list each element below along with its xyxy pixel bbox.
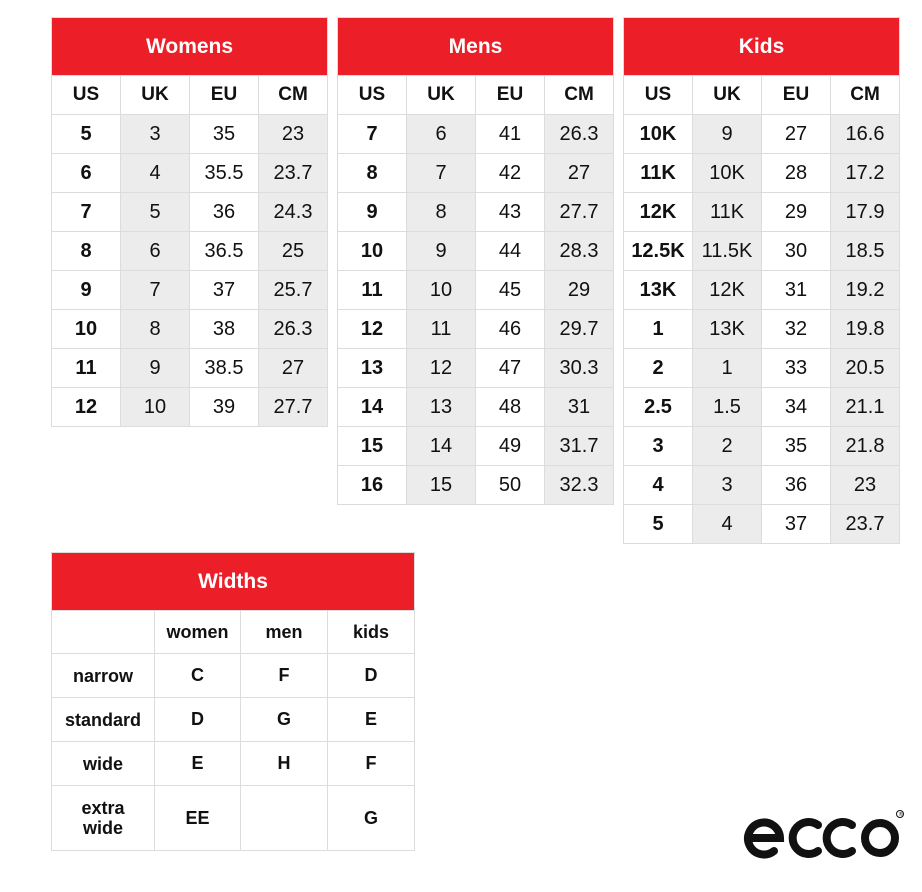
width-cell: H [241, 742, 328, 786]
widths-table [51, 552, 415, 851]
widths-title: Widths [52, 553, 415, 611]
table-row [52, 115, 328, 154]
womens-cell-eu: 38.5 [190, 349, 259, 388]
mens-rows [338, 115, 614, 505]
table-row [52, 349, 328, 388]
mens-cell-us: 15 [338, 427, 407, 466]
womens-cell-us: 12 [52, 388, 121, 427]
width-cell: D [155, 698, 241, 742]
mens-cell-cm: 30.3 [545, 349, 614, 388]
kids-cell-us: 12K [624, 193, 693, 232]
width-cell: D [328, 654, 415, 698]
mens-cell-eu: 44 [476, 232, 545, 271]
womens-cell-eu: 35.5 [190, 154, 259, 193]
mens-cell-eu: 49 [476, 427, 545, 466]
womens-col-uk: UK [121, 76, 190, 115]
kids-cell-us: 11K [624, 154, 693, 193]
womens-cell-uk: 6 [121, 232, 190, 271]
mens-cell-cm: 27 [545, 154, 614, 193]
widths-rows [52, 654, 415, 851]
mens-cell-eu: 47 [476, 349, 545, 388]
womens-cell-uk: 5 [121, 193, 190, 232]
table-row [52, 654, 415, 698]
womens-cell-us: 10 [52, 310, 121, 349]
table-row [52, 154, 328, 193]
kids-cell-cm: 21.8 [831, 427, 900, 466]
mens-cell-us: 16 [338, 466, 407, 505]
width-cell: G [241, 698, 328, 742]
table-row [624, 427, 900, 466]
width-cell: E [155, 742, 241, 786]
kids-cell-uk: 9 [693, 115, 762, 154]
kids-cell-us: 4 [624, 466, 693, 505]
mens-cell-us: 8 [338, 154, 407, 193]
kids-column-headers [624, 76, 900, 115]
mens-cell-eu: 45 [476, 271, 545, 310]
mens-cell-uk: 10 [407, 271, 476, 310]
table-row [338, 193, 614, 232]
table-row [624, 232, 900, 271]
mens-cell-eu: 50 [476, 466, 545, 505]
table-row [52, 742, 415, 786]
width-cell: F [328, 742, 415, 786]
table-row [624, 466, 900, 505]
table-row [338, 310, 614, 349]
mens-cell-cm: 28.3 [545, 232, 614, 271]
kids-cell-eu: 32 [762, 310, 831, 349]
table-row [338, 466, 614, 505]
mens-cell-us: 7 [338, 115, 407, 154]
kids-cell-us: 10K [624, 115, 693, 154]
womens-col-cm: CM [259, 76, 328, 115]
table-row [338, 427, 614, 466]
widths-col-0 [52, 611, 155, 654]
womens-cell-us: 6 [52, 154, 121, 193]
womens-cell-cm: 27.7 [259, 388, 328, 427]
mens-cell-us: 11 [338, 271, 407, 310]
kids-col-us: US [624, 76, 693, 115]
table-row [52, 786, 415, 851]
kids-cell-uk: 4 [693, 505, 762, 544]
mens-col-us: US [338, 76, 407, 115]
table-row [624, 505, 900, 544]
widths-col-3: kids [328, 611, 415, 654]
womens-cell-uk: 10 [121, 388, 190, 427]
womens-cell-uk: 9 [121, 349, 190, 388]
mens-col-cm: CM [545, 76, 614, 115]
kids-cell-cm: 16.6 [831, 115, 900, 154]
mens-cell-cm: 29.7 [545, 310, 614, 349]
mens-cell-eu: 46 [476, 310, 545, 349]
table-row [338, 271, 614, 310]
mens-cell-eu: 42 [476, 154, 545, 193]
kids-cell-us: 5 [624, 505, 693, 544]
widths-col-2: men [241, 611, 328, 654]
mens-cell-us: 9 [338, 193, 407, 232]
kids-cell-eu: 28 [762, 154, 831, 193]
ecco-logo-mark [740, 806, 905, 866]
kids-cell-eu: 37 [762, 505, 831, 544]
mens-cell-eu: 48 [476, 388, 545, 427]
table-row [624, 310, 900, 349]
kids-cell-eu: 35 [762, 427, 831, 466]
table-row [624, 349, 900, 388]
table-row [624, 115, 900, 154]
kids-col-uk: UK [693, 76, 762, 115]
table-row [52, 232, 328, 271]
mens-cell-uk: 7 [407, 154, 476, 193]
kids-cell-uk: 1.5 [693, 388, 762, 427]
table-row [624, 271, 900, 310]
womens-cell-cm: 25 [259, 232, 328, 271]
mens-cell-uk: 12 [407, 349, 476, 388]
womens-cell-us: 5 [52, 115, 121, 154]
width-label: standard [52, 698, 155, 742]
womens-cell-eu: 38 [190, 310, 259, 349]
kids-cell-eu: 31 [762, 271, 831, 310]
mens-size-table [337, 17, 614, 505]
womens-cell-cm: 27 [259, 349, 328, 388]
womens-title: Womens [52, 18, 328, 76]
width-label: wide [52, 742, 155, 786]
mens-cell-cm: 26.3 [545, 115, 614, 154]
kids-cell-us: 13K [624, 271, 693, 310]
womens-rows [52, 115, 328, 427]
kids-cell-cm: 23 [831, 466, 900, 505]
womens-cell-eu: 36.5 [190, 232, 259, 271]
womens-cell-eu: 36 [190, 193, 259, 232]
widths-column-headers [52, 611, 415, 654]
womens-cell-us: 11 [52, 349, 121, 388]
womens-cell-us: 9 [52, 271, 121, 310]
kids-cell-cm: 20.5 [831, 349, 900, 388]
womens-cell-cm: 24.3 [259, 193, 328, 232]
kids-col-eu: EU [762, 76, 831, 115]
kids-cell-uk: 10K [693, 154, 762, 193]
mens-cell-eu: 43 [476, 193, 545, 232]
mens-column-headers [338, 76, 614, 115]
mens-col-eu: EU [476, 76, 545, 115]
mens-cell-uk: 13 [407, 388, 476, 427]
mens-cell-us: 12 [338, 310, 407, 349]
mens-cell-cm: 27.7 [545, 193, 614, 232]
kids-cell-uk: 12K [693, 271, 762, 310]
table-row [624, 154, 900, 193]
mens-cell-eu: 41 [476, 115, 545, 154]
womens-cell-cm: 23.7 [259, 154, 328, 193]
width-label: narrow [52, 654, 155, 698]
mens-cell-us: 14 [338, 388, 407, 427]
kids-cell-eu: 30 [762, 232, 831, 271]
registered-mark: ® [898, 812, 904, 818]
table-row [52, 310, 328, 349]
kids-cell-cm: 19.8 [831, 310, 900, 349]
mens-cell-cm: 31.7 [545, 427, 614, 466]
kids-cell-eu: 29 [762, 193, 831, 232]
womens-cell-uk: 3 [121, 115, 190, 154]
kids-cell-us: 2 [624, 349, 693, 388]
kids-cell-uk: 3 [693, 466, 762, 505]
womens-cell-eu: 37 [190, 271, 259, 310]
kids-cell-uk: 1 [693, 349, 762, 388]
kids-cell-us: 1 [624, 310, 693, 349]
mens-col-uk: UK [407, 76, 476, 115]
width-cell: G [328, 786, 415, 851]
table-row [338, 115, 614, 154]
womens-cell-cm: 26.3 [259, 310, 328, 349]
width-cell: EE [155, 786, 241, 851]
womens-cell-uk: 7 [121, 271, 190, 310]
mens-cell-cm: 29 [545, 271, 614, 310]
width-cell: E [328, 698, 415, 742]
width-label: extra wide [52, 786, 155, 851]
width-cell: C [155, 654, 241, 698]
kids-cell-cm: 21.1 [831, 388, 900, 427]
womens-column-headers [52, 76, 328, 115]
womens-cell-eu: 39 [190, 388, 259, 427]
width-cell: F [241, 654, 328, 698]
kids-cell-uk: 11.5K [693, 232, 762, 271]
kids-cell-uk: 11K [693, 193, 762, 232]
kids-rows [624, 115, 900, 544]
womens-cell-cm: 23 [259, 115, 328, 154]
kids-title: Kids [624, 18, 900, 76]
table-row [338, 388, 614, 427]
kids-cell-cm: 18.5 [831, 232, 900, 271]
mens-cell-us: 13 [338, 349, 407, 388]
kids-cell-cm: 17.2 [831, 154, 900, 193]
table-row [624, 193, 900, 232]
mens-cell-uk: 8 [407, 193, 476, 232]
kids-cell-eu: 34 [762, 388, 831, 427]
kids-cell-us: 2.5 [624, 388, 693, 427]
kids-cell-us: 12.5K [624, 232, 693, 271]
table-row [52, 388, 328, 427]
mens-title: Mens [338, 18, 614, 76]
mens-cell-cm: 32.3 [545, 466, 614, 505]
widths-col-1: women [155, 611, 241, 654]
kids-cell-us: 3 [624, 427, 693, 466]
kids-cell-eu: 27 [762, 115, 831, 154]
womens-cell-uk: 8 [121, 310, 190, 349]
mens-cell-uk: 6 [407, 115, 476, 154]
womens-size-table [51, 17, 328, 427]
mens-cell-uk: 9 [407, 232, 476, 271]
womens-cell-cm: 25.7 [259, 271, 328, 310]
table-row [338, 232, 614, 271]
kids-size-table [623, 17, 900, 544]
mens-cell-cm: 31 [545, 388, 614, 427]
womens-cell-us: 8 [52, 232, 121, 271]
table-row [338, 349, 614, 388]
kids-cell-cm: 23.7 [831, 505, 900, 544]
table-row [52, 193, 328, 232]
womens-cell-eu: 35 [190, 115, 259, 154]
table-row [52, 698, 415, 742]
ecco-logo [740, 806, 905, 866]
kids-cell-uk: 2 [693, 427, 762, 466]
kids-cell-eu: 36 [762, 466, 831, 505]
kids-col-cm: CM [831, 76, 900, 115]
womens-col-eu: EU [190, 76, 259, 115]
kids-cell-eu: 33 [762, 349, 831, 388]
womens-cell-us: 7 [52, 193, 121, 232]
kids-cell-uk: 13K [693, 310, 762, 349]
womens-col-us: US [52, 76, 121, 115]
mens-cell-us: 10 [338, 232, 407, 271]
table-row [52, 271, 328, 310]
mens-cell-uk: 15 [407, 466, 476, 505]
kids-cell-cm: 17.9 [831, 193, 900, 232]
table-row [338, 154, 614, 193]
mens-cell-uk: 14 [407, 427, 476, 466]
mens-cell-uk: 11 [407, 310, 476, 349]
kids-cell-cm: 19.2 [831, 271, 900, 310]
width-cell [241, 786, 328, 851]
womens-cell-uk: 4 [121, 154, 190, 193]
table-row [624, 388, 900, 427]
